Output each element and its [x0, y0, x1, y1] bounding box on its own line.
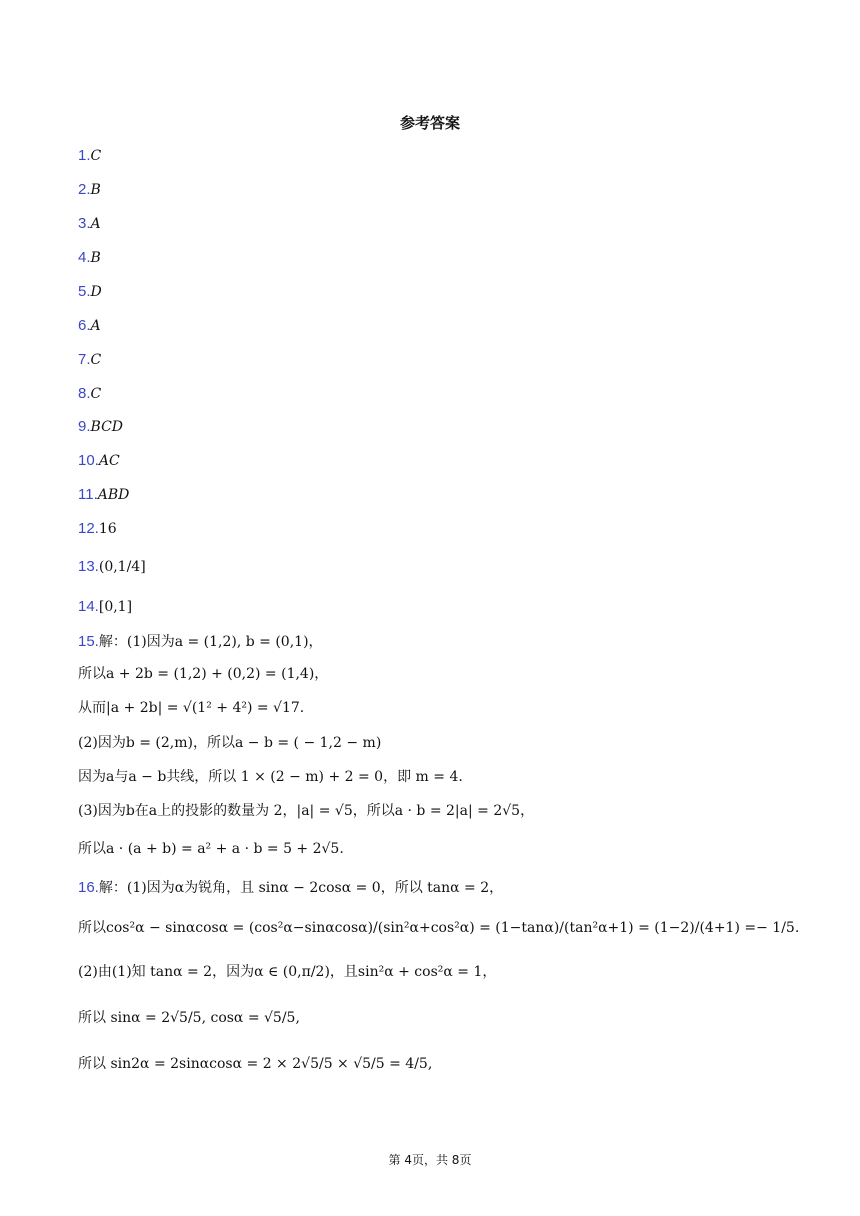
answer-number: 15.	[78, 633, 99, 650]
answer-number: 10.	[78, 452, 99, 469]
answer-item	[78, 520, 117, 538]
answer-number: 4.	[78, 249, 91, 266]
q15-line-5: 因为a与a − b共线，所以 1 × (2 − m) + 2 = 0，即 m = 4.	[78, 769, 463, 785]
answer-value: (0,1/4]	[98, 559, 146, 575]
answer-item	[78, 215, 101, 233]
answer-value: B	[90, 182, 101, 198]
q16-line-1	[78, 878, 503, 898]
solution-text: 解：(1)因为a = (1,2), b = (0,1)，	[98, 634, 323, 650]
answer-number: 13.	[78, 558, 99, 575]
answer-value: C	[90, 386, 102, 402]
answer-value: ABD	[97, 487, 130, 503]
q15-line-7: 所以a · (a + b) = a² + a · b = 5 + 2√5.	[78, 841, 344, 857]
q15-line-1	[78, 632, 323, 652]
answer-number: 6.	[78, 317, 91, 334]
answer-number: 9.	[78, 418, 91, 435]
q16-line-5: 所以 sin2α = 2sinαcosα = 2 × 2√5/5 × √5/5 = 4/5,	[78, 1056, 433, 1072]
answer-value: B	[90, 250, 101, 266]
answer-item	[78, 181, 101, 199]
answer-value: C	[90, 148, 102, 164]
answer-number: 11.	[78, 486, 98, 503]
answer-item	[78, 147, 101, 165]
answer-value: [0,1]	[98, 599, 133, 615]
answer-item	[78, 385, 101, 403]
answer-item	[78, 249, 101, 267]
answer-item	[78, 418, 123, 436]
q15-line-6: (3)因为b在a上的投影的数量为 2，|a| = √5，所以a · b = 2|a| = 2√5，	[78, 803, 535, 819]
answer-number: 14.	[78, 598, 99, 615]
q15-line-2: 所以a + 2b = (1,2) + (0,2) = (1,4)，	[78, 666, 329, 682]
answer-value: BCD	[90, 419, 123, 435]
answer-number: 2.	[78, 181, 91, 198]
q15-line-3: 从而|a + 2b| = √(1² + 4²) = √17.	[78, 700, 305, 716]
answer-number: 8.	[78, 385, 91, 402]
answer-value: D	[90, 284, 102, 300]
answer-value: A	[90, 216, 101, 232]
answer-number: 16.	[78, 879, 99, 896]
answer-number: 12.	[78, 520, 99, 537]
answer-value: AC	[98, 453, 120, 469]
answer-number: 7.	[78, 351, 91, 368]
q16-line-4: 所以 sinα = 2√5/5, cosα = √5/5,	[78, 1010, 300, 1026]
answer-item	[78, 486, 129, 504]
answer-item	[78, 452, 120, 470]
q16-line-2: 所以cos²α − sinαcosα = (cos²α−sinαcosα)/(sin²α+cos²α) = (1−tanα)/(tan²α+1) = (1−2)/(4+1) =− 1/5.	[78, 920, 800, 936]
answer-item	[78, 283, 102, 301]
answer-value: C	[90, 352, 102, 368]
answer-number: 3.	[78, 215, 91, 232]
answer-item	[78, 351, 101, 369]
answer-value: A	[90, 318, 101, 334]
answer-item	[78, 317, 101, 335]
answer-item	[78, 598, 132, 616]
page-title: 参考答案	[399, 114, 460, 132]
answer-item	[78, 558, 146, 576]
page-footer: 第 4页，共 8页	[388, 1153, 472, 1167]
answer-number: 1.	[78, 147, 91, 164]
q16-line-3: (2)由(1)知 tanα = 2，因为α ∈ (0,π/2)，且sin²α + cos²α = 1，	[78, 964, 497, 980]
answer-value: 16	[98, 521, 117, 537]
q15-line-4: (2)因为b = (2,m)，所以a − b = ( − 1,2 − m)	[78, 735, 382, 751]
answer-number: 5.	[78, 283, 91, 300]
solution-text: 解：(1)因为α为锐角，且 sinα − 2cosα = 0，所以 tanα = 2，	[98, 880, 504, 896]
